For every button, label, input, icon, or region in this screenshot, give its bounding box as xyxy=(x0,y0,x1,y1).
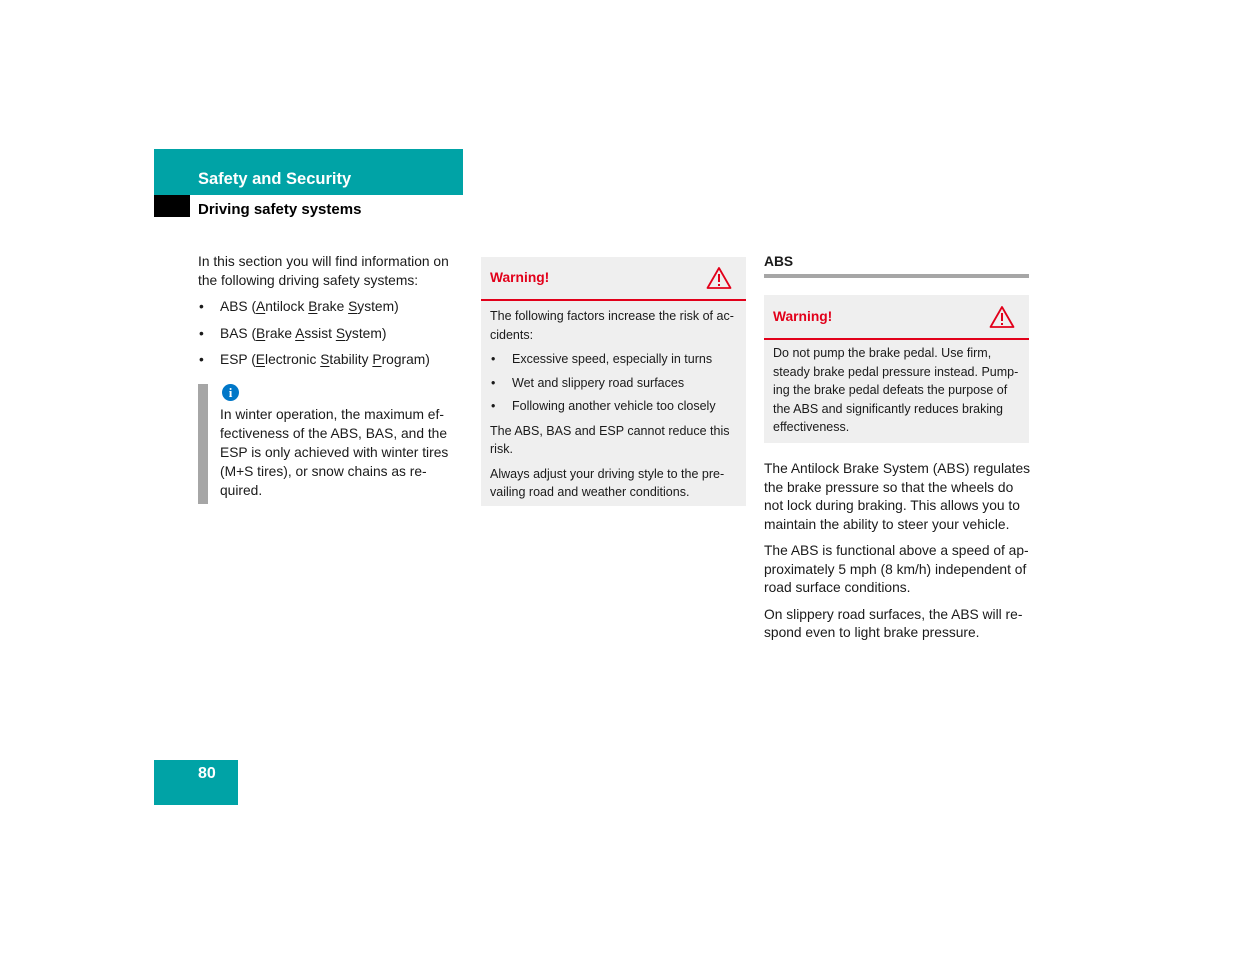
abs-paragraph: The Antilock Brake System (ABS) regulates the brake pressure so that the wheels do not lock during braking. This allows you to maintain the ability to steer your vehicle. xyxy=(764,461,1031,532)
risk-factors-list xyxy=(490,350,737,416)
info-note xyxy=(198,384,460,504)
warning-title: Warning! xyxy=(773,309,833,324)
abs-paragraph: On slippery road surfaces, the ABS will re-spond even to light brake pressure. xyxy=(764,606,1023,640)
abs-column xyxy=(764,460,1034,651)
info-note-bar xyxy=(198,384,208,504)
warning-body xyxy=(764,340,1029,450)
warning-triangle-icon xyxy=(706,266,732,290)
intro-column xyxy=(198,253,464,378)
subsection-title: Driving safety systems xyxy=(198,201,362,218)
subsection-marker xyxy=(154,195,190,217)
page-number-box xyxy=(154,760,238,805)
systems-list xyxy=(198,298,464,370)
info-icon: i xyxy=(222,384,239,401)
list-item: • Wet and slippery road surfaces xyxy=(490,374,737,393)
warning-paragraph: Always adjust your driving style to the pre-vailing road and weather conditions. xyxy=(490,466,725,499)
warning-header xyxy=(481,257,746,301)
intro-text: In this section you will find information on the following driving safety systems: xyxy=(198,254,449,288)
section-title: Safety and Security xyxy=(198,170,352,188)
warning-header xyxy=(764,295,1029,340)
abs-heading: ABS xyxy=(764,253,1029,278)
warning-text: Do not pump the brake pedal. Use firm, steady brake pedal pressure instead. Pump-ing the brake pedal defeats the purpose of the ABS and significantly reduces braking effectiveness. xyxy=(773,346,1019,434)
list-item: • BAS (Brake Assist System) xyxy=(198,325,464,344)
warning-title: Warning! xyxy=(490,270,550,285)
list-item: • Following another vehicle too closely xyxy=(490,397,737,416)
warning-paragraph: The ABS, BAS and ESP cannot reduce this risk. xyxy=(490,423,730,456)
page-number: 80 xyxy=(198,765,216,782)
warning-box-risk xyxy=(481,257,746,506)
list-item: • ABS (Antilock Brake System) xyxy=(198,298,464,317)
warning-box-abs xyxy=(764,295,1029,443)
warning-triangle-icon xyxy=(989,305,1015,329)
info-note-text: In winter operation, the maximum ef-fectiveness of the ABS, BAS, and the ESP is only achieved with winter tires (M+S tires), or snow chains as re-quired. xyxy=(220,407,449,498)
abs-paragraph: The ABS is functional above a speed of ap-proximately 5 mph (8 km/h) independent of road surface conditions. xyxy=(764,543,1029,595)
warning-intro: The following factors increase the risk of ac-cidents: xyxy=(490,309,734,342)
warning-body xyxy=(481,301,746,515)
list-item: • ESP (Electronic Stability Program) xyxy=(198,351,464,370)
list-item: • Excessive speed, especially in turns xyxy=(490,350,737,369)
